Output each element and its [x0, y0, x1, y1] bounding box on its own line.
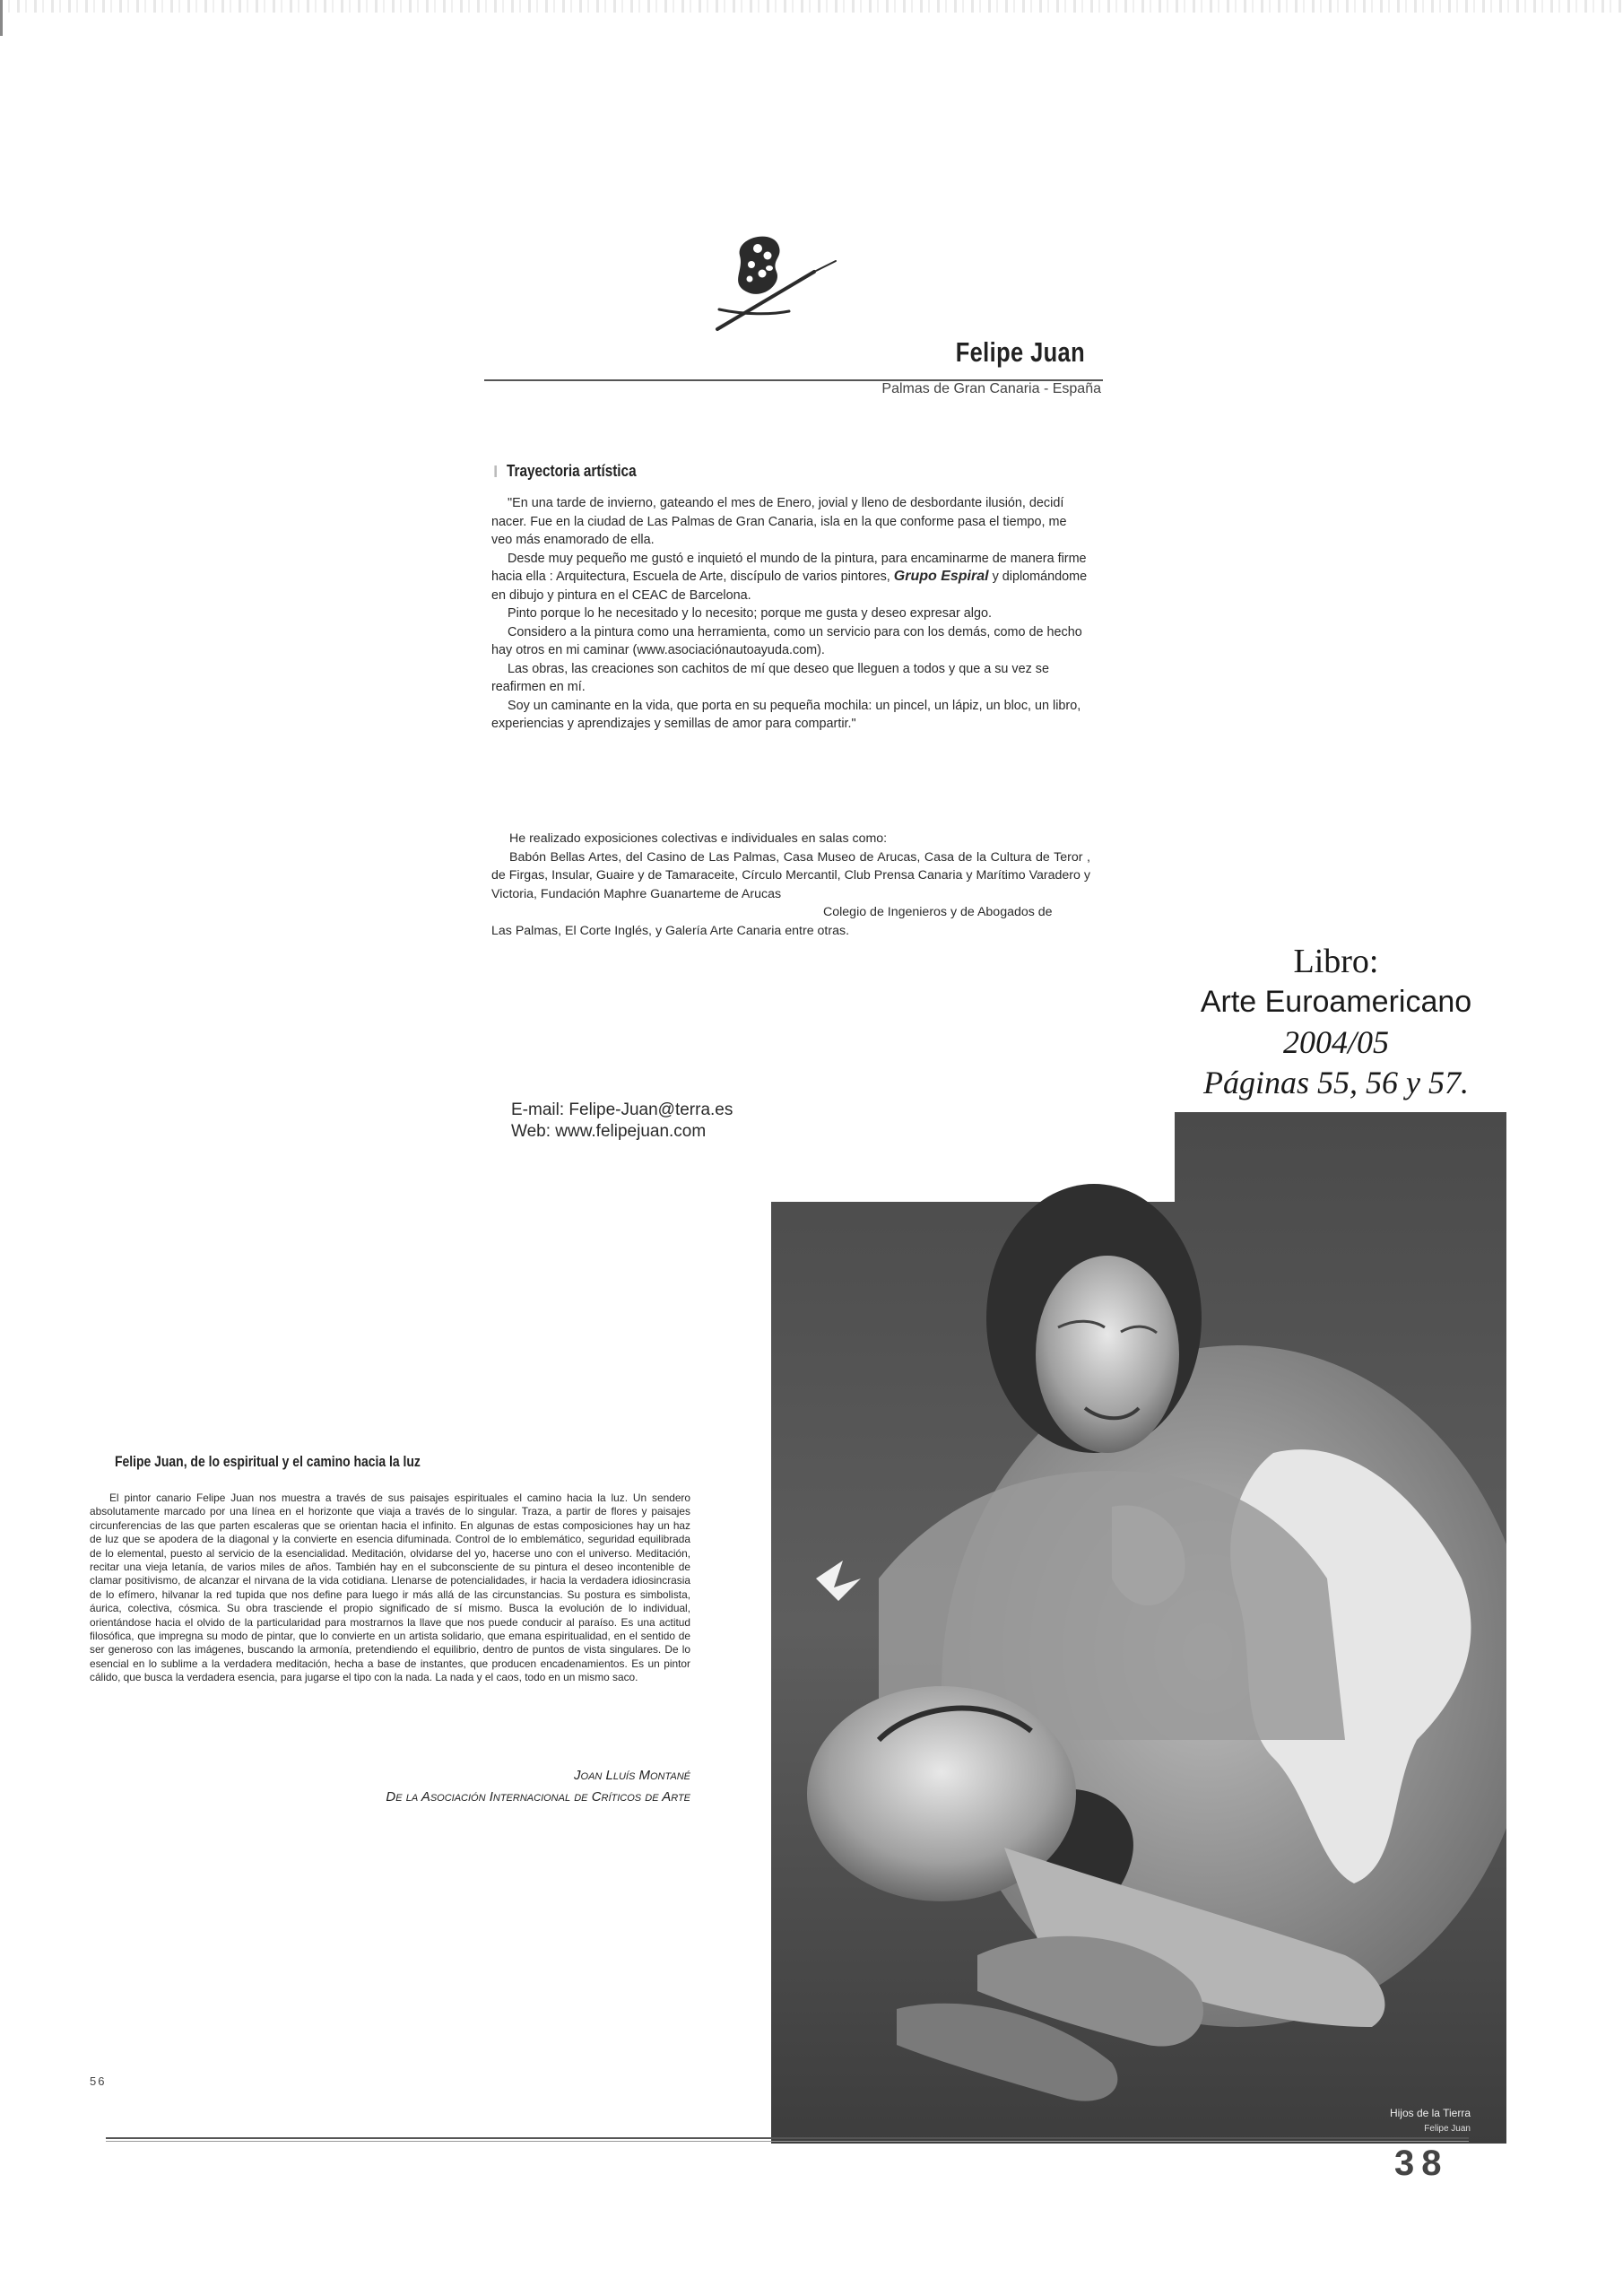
artist-location: Palmas de Gran Canaria - España	[881, 381, 1101, 396]
scan-edge-mark	[0, 0, 3, 36]
page-number-38: 38	[1394, 2144, 1449, 2183]
bottom-rule-thin	[106, 2141, 1469, 2142]
bio-paragraph: Considero a la pintura como una herramienta, como un servicio para con los demás, como de hecho hay otros en mi caminar (www.asociaciónautoayuda.com).	[491, 624, 1082, 657]
exhibitions-line: Colegio de Ingenieros y de Abogados de	[823, 905, 1053, 919]
article-signature	[386, 1765, 690, 1808]
exhibitions-line: Las Palmas, El Corte Inglés, y Galería Arte Canaria entre otras.	[491, 923, 850, 938]
contact-block	[511, 1100, 733, 1143]
section-title-trayectoria: Trayectoria artística	[507, 462, 637, 480]
bio-paragraph: "En una tarde de invierno, gateando el mes de Enero, jovial y lleno de desbordante ilusión, decidí nacer. Fue en la ciudad de Las Palmas de Gran Canaria, isla en la que conforme pasa el tiempo, me veo más enamorado de ella.	[491, 496, 1067, 547]
article-paragraph: El pintor canario Felipe Juan nos muestra a través de sus paisajes espirituales el camino hacia la luz. Un sendero absolutamente marcado por una línea en el horizonte que viaja a través de lo singular. Traza, a partir de flores y paisajes circunferencias de las que parten escaleras que se orientan hacia el infinito. En algunas de estas composiciones hay un haz de luz que se apodera de la diagonal y la convierte en esencia difuminada. Control de lo emblemático, seguridad equilibrada de lo elemental, puesto al servicio de la esencialidad. Meditación, olvidarse del yo, hacerse uno con el universo. Meditación, recitar una vieja letanía, de varios miles de años. También hay en el subconsciente de su pintura el deseo incontenible de clamar positivismo, de alcanzar el nirvana de la vida cotidiana. Llenarse de potencialidades, ir hacia la verdadera idiosincrasia de lo efímero, hilvanar la red tupida que nos define para luego ir más allá de las circunstancias. Su postura es simbolista, áurica, colectiva, cósmica. Su obra trasciende el propio significado de sí mismo. Busca la evolución de lo individual, orientándose hacia el olvido de la particularidad para mostrarnos la llave que nos puede conducir al paraíso. Es una actitud filosófica, que impregna su modo de pintar, que lo convierte en un artista solidario, que emana espiritualidad, en el sentido de ser generoso con las imágenes, buscando la armonía, pretendiendo el equilibrio, dentro de puntos de vista singulares. De lo esencial en lo sublime a la verdadera meditación, hecha a base de instantes, que producen encadenamientos. Es un pintor cálido, que busca la verdadera esencia, para jugarse el tipo con la nada. La nada y el caos, todo en un mismo saco.	[90, 1492, 690, 1684]
scan-edge-noise	[0, 0, 1623, 13]
book-year: 2004/05	[1282, 1024, 1389, 1060]
book-reference	[1184, 942, 1488, 1103]
bottom-rule	[106, 2137, 1469, 2139]
bio-text: y diplomándome en dibujo y pintura en el CEAC de Barcelona.	[491, 570, 1088, 603]
biography-text	[491, 494, 1090, 734]
exhibitions-venues: Babón Bellas Artes, del Casino de Las Palmas, Casa Museo de Arucas, Casa de la Cultura de Teror , de Firgas, Insular, Guaire y de Tamaraceite, Círculo Mercantil, Club Prensa Canaria y Marítimo Varadero y Victoria, Fundación Maphre Guanarteme de Arucas	[491, 849, 1090, 901]
article-title: Felipe Juan, de lo espiritual y el camino hacia la luz	[115, 1453, 421, 1470]
article-affiliation: De la Asociación Internacional de Críticos de Arte	[386, 1789, 690, 1805]
article-author: Joan Lluís Montané	[574, 1768, 690, 1783]
painting-mother-child-earth	[771, 1112, 1506, 2144]
bio-text: Desde muy pequeño me gustó e inquietó el mundo de la pintura, para encaminarme de manera firme hacia ella : Arquitectura, Escuela de Arte, discípulo de varios pintores,	[491, 551, 1087, 584]
book-title: Arte Euroamericano	[1200, 985, 1472, 1019]
contact-email: E-mail: Felipe-Juan@terra.es	[511, 1100, 733, 1119]
bio-paragraph: Pinto porque lo he necesitado y lo necesito; porque me gusta y deseo expresar algo.	[508, 606, 992, 621]
painting-caption-title: Hijos de la Tierra	[1389, 2107, 1471, 2119]
bio-emphasis: Grupo Espiral	[893, 569, 989, 584]
bio-paragraph: Soy un caminante en la vida, que porta en su pequeña mochila: un pincel, un lápiz, un bloc, un libro, experiencias y aprendizajes y semillas de amor para compartir."	[491, 698, 1081, 731]
contact-web: Web: www.felipejuan.com	[511, 1122, 707, 1141]
book-label: Libro:	[1293, 943, 1379, 980]
exhibitions-intro: He realizado exposiciones colectivas e individuales en salas como:	[509, 831, 888, 846]
book-pages: Páginas 55, 56 y 57.	[1203, 1065, 1469, 1100]
painting-caption-artist: Felipe Juan	[1424, 2124, 1471, 2134]
bio-paragraph: Las obras, las creaciones son cachitos de mí que deseo que lleguen a todos y que a su vez se reafirmen en mí.	[491, 661, 1049, 694]
exhibitions-text	[491, 830, 1090, 940]
page-number-56: 56	[90, 2074, 107, 2088]
article-body	[90, 1492, 690, 1685]
bio-paragraph	[491, 550, 1090, 605]
palette-brush-logo-icon	[708, 229, 843, 336]
artist-name: Felipe Juan	[955, 336, 1085, 368]
